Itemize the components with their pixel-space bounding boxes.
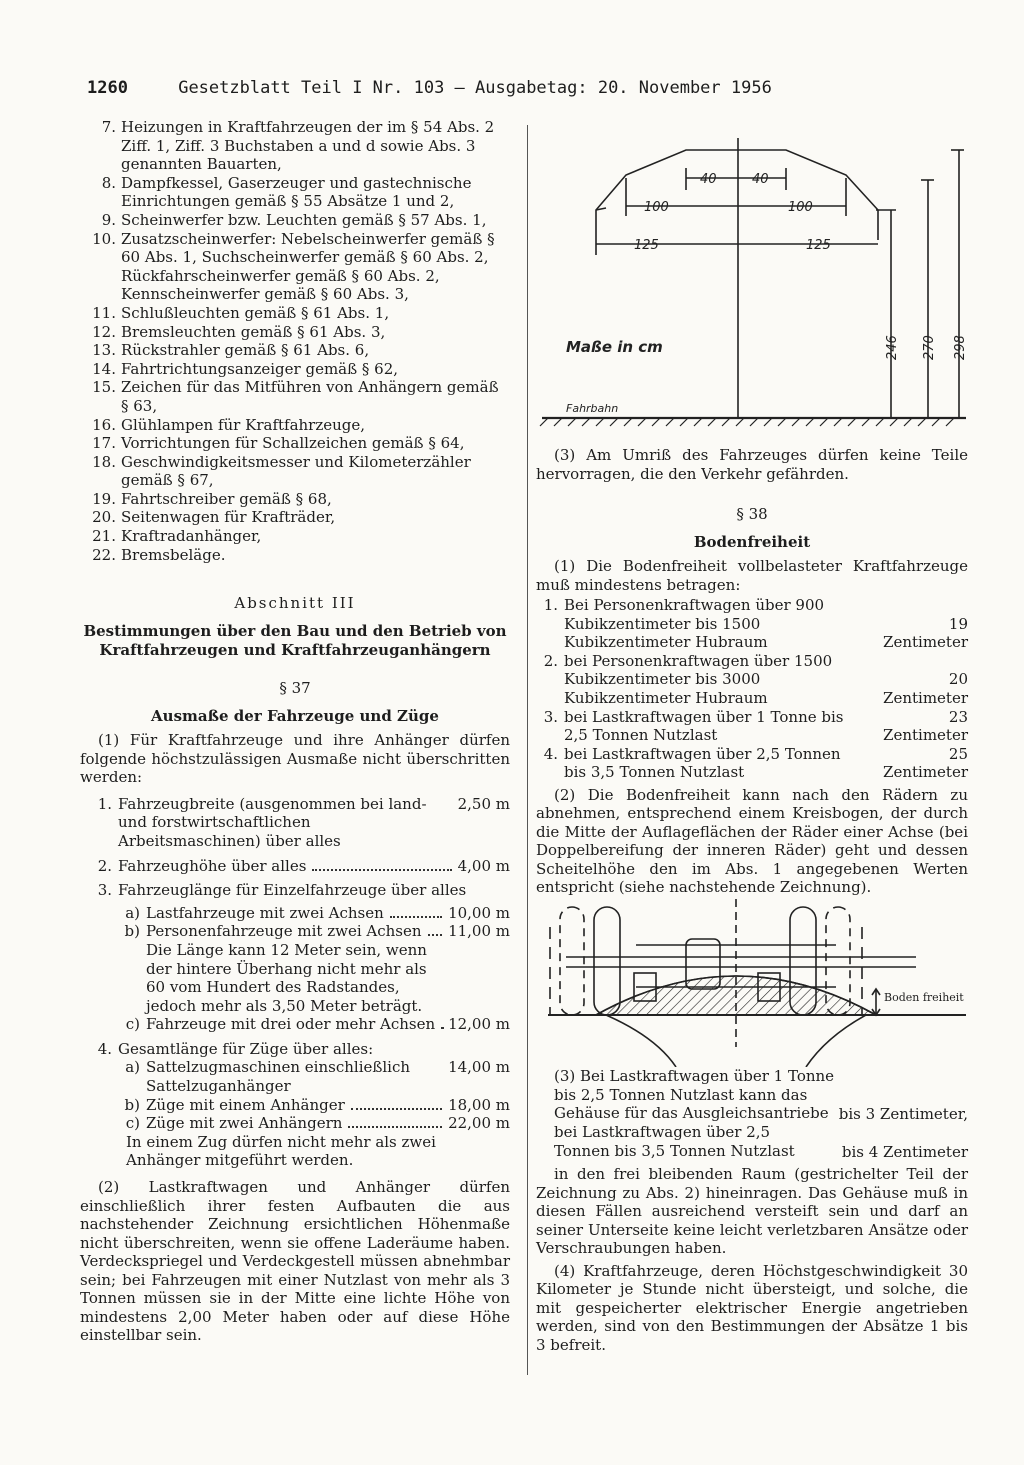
p37-intro: (1) Für Kraftfahrzeuge und ihre Anhänger dürfen folgende höchstzulässigen Ausmaße nicht überschritten werden: <box>80 731 510 787</box>
clearance-diagram-svg <box>536 897 968 1067</box>
p38-abs3-rest: in den frei bleibenden Raum (gestrichelter Teil der Zeichnung zu Abs. 2) hineinragen. Das Gehäuse muß in diesen Fällen ausreichend versteift sein und darf an seiner Unterseite keine leicht verletzbaren Ansätze oder Verschraubungen haben. <box>536 1165 968 1258</box>
section-heading: Abschnitt III <box>234 594 356 613</box>
list-item <box>80 416 510 435</box>
item-number: 19. <box>92 489 116 508</box>
paragraph-number-37: § 37 <box>279 679 311 698</box>
list-item <box>80 434 510 453</box>
gazette-title: Gesetzblatt Teil I Nr. 103 — Ausgabetag: 20. November 1956 <box>178 78 772 98</box>
label-298: 298 <box>953 335 968 360</box>
list-item: 1. Bei Personenkraftwagen über 900 Kubikzentimeter bis 1500 Kubikzentimeter Hubraum 19 Zentimeter <box>543 596 968 652</box>
paragraph-title-38: Bodenfreiheit <box>693 533 811 551</box>
item-number: 18. <box>92 452 116 471</box>
item-number: 9. <box>101 210 116 229</box>
list-item <box>80 323 510 342</box>
list-item: 3. bei Lastkraftwagen über 1 Tonne bis 2,5 Tonnen Nutzlast 23 Zentimeter <box>543 707 968 745</box>
item-text: Glühlampen für Kraftfahrzeuge, <box>121 415 366 434</box>
clearance-label: Boden freiheit <box>884 990 964 1004</box>
list-item: 4. Gesamtlänge für Züge über alles: <box>97 1039 374 1058</box>
label-40-right: 40 <box>752 172 769 187</box>
label-270: 270 <box>922 335 937 360</box>
p37-abs2: (2) Lastkraftwagen und Anhänger dürfen einschließlich ihrer festen Aufbauten die aus nachstehender Zeichnung ersichtlichen Höhenmaße nicht überschreiten, wenn sie offene Laderäume haben. Verdeckspriegel und Verdeckgestell müssen abnehmbar sein; bei Fahrzeugen mit einer Nutzlast von mehr als 3 Tonnen müssen sie in der Mitte eine lichte Höhe von mindestens 2,00 Meter haben oder auf diese Höhe einstellbar sein. <box>80 1178 510 1345</box>
item-text: Kraftradanhänger, <box>121 527 262 546</box>
label-40-left: 40 <box>700 172 717 187</box>
ground-clearance-diagram <box>536 897 968 1071</box>
item-text: Bremsbeläge. <box>121 545 226 564</box>
label-100-left: 100 <box>644 200 669 215</box>
item-text: Geschwindigkeitsmesser und Kilometerzähler gemäß § 67, <box>121 452 471 490</box>
left-column <box>80 118 510 1345</box>
list-item <box>80 546 510 565</box>
list-item <box>80 527 510 546</box>
list-subitem: c) Züge mit zwei Anhängern 22,00 m <box>125 1114 510 1133</box>
item-number: 17. <box>92 434 116 453</box>
unit-label: Maße in cm <box>566 338 663 356</box>
right-column <box>536 118 968 1354</box>
item-text: Dampfkessel, Gaserzeuger und gastechnische Einrichtungen gemäß § 55 Absätze 1 und 2, <box>121 173 472 211</box>
item-number: 10. <box>92 229 116 248</box>
paragraph-number-38: § 38 <box>736 505 768 523</box>
item-text: Zeichen für das Mitführen von Anhängern gemäß § 63, <box>121 378 499 415</box>
column-divider <box>527 125 528 1375</box>
section-title: Bestimmungen über den Bau und den Betrieb von Kraftfahrzeugen und Kraftfahrzeuganhängern <box>83 622 507 659</box>
list-item: 2. Fahrzeughöhe über alles 4,00 m <box>97 856 510 875</box>
item-number: 20. <box>92 508 116 527</box>
item-text: Schlußleuchten gemäß § 61 Abs. 1, <box>121 303 390 322</box>
list-item <box>80 118 510 174</box>
list-item <box>80 378 510 415</box>
list-item: 4. bei Lastkraftwagen über 2,5 Tonnen bis 3,5 Tonnen Nutzlast 25 Zentimeter <box>543 744 968 782</box>
page-number: 1260 <box>87 78 128 98</box>
item-text: Rückstrahler gemäß § 61 Abs. 6, <box>121 341 370 360</box>
item-number: 13. <box>92 341 116 360</box>
item-number: 15. <box>92 378 116 397</box>
item-text: Fahrtrichtungsanzeiger gemäß § 62, <box>121 359 399 378</box>
road-label: Fahrbahn <box>566 402 619 415</box>
list-item <box>80 211 510 230</box>
list-item <box>80 508 510 527</box>
p37-abs3: (3) Am Umriß des Fahrzeuges dürfen keine Teile hervorragen, die den Verkehr gefährden. <box>536 446 968 483</box>
vehicle-height-diagram <box>536 120 968 440</box>
dimension-list <box>80 795 510 1170</box>
p38-abs4: (4) Kraftfahrzeuge, deren Höchstgeschwindigkeit 30 Kilometer je Stunde nicht übersteigt, und solche, die mit gespeicherter elektrischer Energie angetrieben werden, sind von den Bestimmungen der Absätze 1 bis 3 befreit. <box>536 1261 968 1354</box>
item-number: 7. <box>101 118 116 136</box>
item-number: 12. <box>92 322 116 341</box>
item-number: 22. <box>92 545 116 564</box>
item-number: 21. <box>92 527 116 546</box>
list-subitem: b) Züge mit einem Anhänger 18,00 m <box>124 1095 510 1114</box>
list-item <box>80 360 510 379</box>
label-125-right: 125 <box>806 238 831 253</box>
item-number: 14. <box>92 359 116 378</box>
label-100-right: 100 <box>788 200 813 215</box>
paragraph-title-37: Ausmaße der Fahrzeuge und Züge <box>151 707 439 726</box>
list-item <box>80 490 510 509</box>
item-text: Bremsleuchten gemäß § 61 Abs. 3, <box>121 322 386 341</box>
list-subitem: a) Sattelzugmaschinen einschließlich Sattelzuganhänger 14,00 m <box>125 1058 510 1096</box>
p38-abs2: (2) Die Bodenfreiheit kann nach den Rädern zu abnehmen, entsprechend einem Kreisbogen, der durch die Mitte der Auflageflächen der Räder einer Achse (bei Doppelbereifung der inneren Räder) geht und dessen Scheitelhöhe den im Abs. 1 angegebenen Werten entspricht (siehe nachstehende Zeichnung). <box>536 785 968 897</box>
list-item <box>80 453 510 490</box>
item-text: Fahrtschreiber gemäß § 68, <box>121 489 332 508</box>
item-text: Zusatzscheinwerfer: Nebelscheinwerfer gemäß § 60 Abs. 1, Suchscheinwerfer gemäß § 60 Abs. 2, Rückfahrscheinwerfer gemäß § 60 Abs. 2, Kennscheinwerfer gemäß § 60 Abs. 3, <box>121 229 495 304</box>
list-item <box>80 341 510 360</box>
label-246: 246 <box>885 335 900 360</box>
item-number: 16. <box>92 415 116 434</box>
page-header <box>87 78 967 102</box>
height-diagram-svg <box>536 120 968 436</box>
label-125-left: 125 <box>634 238 659 253</box>
list-item <box>80 304 510 323</box>
item-number: 11. <box>92 303 116 322</box>
list-subitem: b) Personenfahrzeuge mit zwei Achsen 11,00 m Die Länge kann 12 Meter sein, wenn der hintere Überhang nicht mehr als 60 vom Hundert des Radstandes, jedoch mehr als 3,50 Meter beträgt. <box>124 922 510 1015</box>
list-item: 3. Fahrzeuglänge für Einzelfahrzeuge über alles <box>97 881 467 900</box>
item-text: Vorrichtungen für Schallzeichen gemäß § 64, <box>121 434 465 453</box>
p38-abs3: (3) Bei Lastkraftwagen über 1 Tonne bis 2,5 Tonnen Nutzlast kann das Gehäuse für das Ausgleichsantriebe bis 3 Zentimeter, bei Lastkraftwagen über 2,5 Tonnen bis 3,5 Tonnen Nutzlast bis 4 Zentimeter <box>554 1066 968 1161</box>
list-item <box>80 230 510 304</box>
list-note: In einem Zug dürfen nicht mehr als zwei Anhänger mitgeführt werden. <box>126 1132 436 1170</box>
item-number: 8. <box>101 173 116 192</box>
clearance-list <box>536 596 968 782</box>
list-item: 2. bei Personenkraftwagen über 1500 Kubikzentimeter bis 3000 Kubikzentimeter Hubraum 20 Zentimeter <box>543 651 968 707</box>
list-item <box>80 174 510 211</box>
list-subitem: c) Fahrzeuge mit drei oder mehr Achsen 12,00 m <box>125 1015 510 1034</box>
item-text: Scheinwerfer bzw. Leuchten gemäß § 57 Abs. 1, <box>121 210 487 229</box>
list-item: 1. Fahrzeugbreite (ausgenommen bei land- und forstwirtschaftlichen Arbeitsmaschinen) über alles 2,50 m <box>97 794 510 850</box>
item-text: Heizungen in Kraftfahrzeugen der im § 54 Abs. 2 Ziff. 1, Ziff. 3 Buchstaben a und d sowie Abs. 3 genannten Bauarten, <box>121 118 495 174</box>
equipment-list <box>80 118 510 564</box>
p38-intro: (1) Die Bodenfreiheit vollbelasteter Kraftfahrzeuge muß mindestens betragen: <box>536 557 968 594</box>
item-text: Seitenwagen für Krafträder, <box>121 508 336 527</box>
list-subitem: a) Lastfahrzeuge mit zwei Achsen 10,00 m <box>125 903 510 922</box>
